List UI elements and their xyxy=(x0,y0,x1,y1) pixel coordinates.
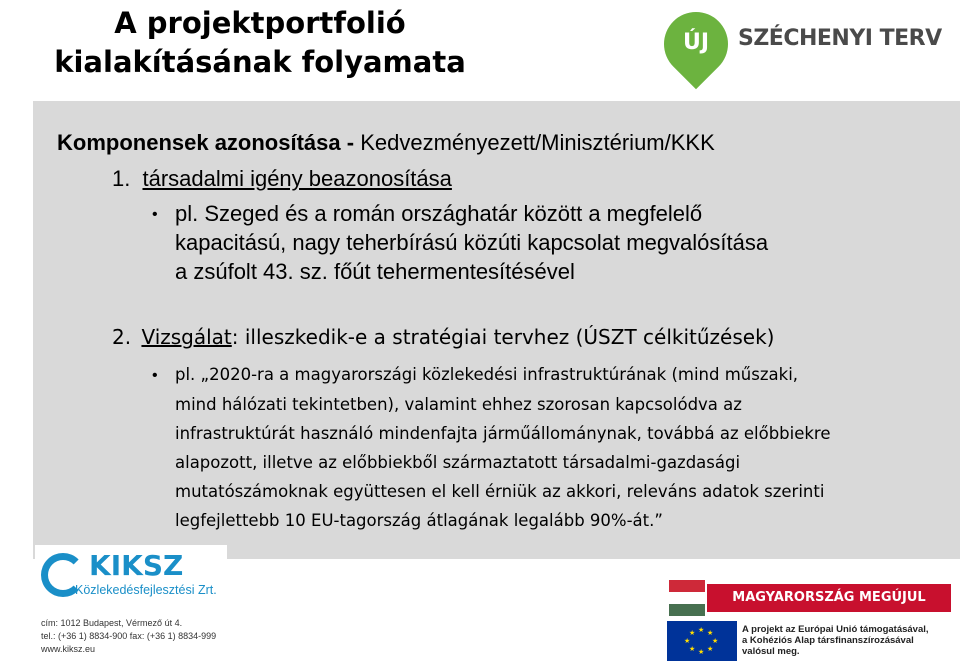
item-2-bullet-line: mind hálózati tekintetben), valamint ehhez szorosan kapcsolódva az xyxy=(175,395,742,414)
eu-flag-icon: ★ ★ ★ ★ ★ ★ ★ ★ xyxy=(667,621,737,661)
kiksz-address: cím: 1012 Budapest, Vérmező út 4. xyxy=(41,618,183,628)
slide-title xyxy=(0,4,520,82)
bullet-icon: • xyxy=(152,367,158,384)
title-line-2: kialakításának folyamata xyxy=(54,45,466,79)
item-2-number: 2. xyxy=(112,325,132,349)
item-1-bullet-line: kapacitású, nagy teherbírású közúti kapcsolat megvalósítása xyxy=(175,230,769,255)
title-line-1: A projektportfolió xyxy=(114,6,406,40)
item-2-bullet-line: infrastruktúrát használó mindenfajta járműállománynak, továbbá az előbbiekre xyxy=(175,424,831,443)
item-2-bullet-line: pl. „2020-ra a magyarországi közlekedési infrastruktúrának (mind műszaki, xyxy=(175,365,799,384)
kiksz-name: KIKSZ xyxy=(89,549,184,582)
hungarian-flag-icon xyxy=(669,580,705,616)
item-1-bullet-line: a zsúfolt 43. sz. főút tehermentesítésével xyxy=(175,259,575,284)
kiksz-phone: tel.: (+36 1) 8834-900 fax: (+36 1) 8834-999 xyxy=(41,631,217,641)
item-2-link[interactable]: Vizsgálat xyxy=(141,325,232,349)
section-heading xyxy=(57,130,715,156)
bullet-icon: • xyxy=(152,206,158,223)
item-1 xyxy=(112,166,452,192)
logo-badge: ÚJ xyxy=(682,30,710,55)
item-2-text: : illeszkedik-e a stratégiai tervhez (ÚSZT célkitűzések) xyxy=(231,325,775,349)
eu-support-text xyxy=(742,624,929,657)
heading-rest: Kedvezményezett/Minisztérium/KKK xyxy=(360,130,715,155)
item-2 xyxy=(112,325,774,349)
magyarorszag-megujul-logo xyxy=(667,578,953,618)
logo-name: SZÉCHENYI TERV xyxy=(738,26,942,51)
slide-header xyxy=(0,0,960,101)
item-1-number: 1. xyxy=(112,166,131,191)
kiksz-subtitle: Közlekedésfejlesztési Zrt. xyxy=(75,583,217,597)
item-1-bullet-line: pl. Szeged és a román országhatár között a megfelelő xyxy=(175,201,703,226)
item-1-text[interactable]: társadalmi igény beazonosítása xyxy=(142,166,452,191)
eu-text-line: A projekt az Európai Unió támogatásával, xyxy=(742,624,929,635)
item-2-bullet-line: legfejlettebb 10 EU-tagország átlagának legalább 90%-át.” xyxy=(175,511,663,530)
eu-text-line: a Kohéziós Alap társfinanszírozásával xyxy=(742,635,914,646)
mm-text: MAGYARORSZÁG MEGÚJUL xyxy=(707,584,951,612)
szechenyi-terv-logo xyxy=(662,8,952,88)
kiksz-logo xyxy=(35,545,227,663)
heading-bold: Komponensek azonosítása - xyxy=(57,130,361,155)
eu-text-line: valósul meg. xyxy=(742,646,800,657)
item-2-bullet-line: alapozott, illetve az előbbiekből származtatott társadalmi-gazdasági xyxy=(175,453,741,472)
kiksz-web[interactable]: www.kiksz.eu xyxy=(41,644,96,654)
item-2-bullet-line: mutatószámoknak együttesen el kell érniük az akkori, releváns adatok szerinti xyxy=(175,482,825,501)
